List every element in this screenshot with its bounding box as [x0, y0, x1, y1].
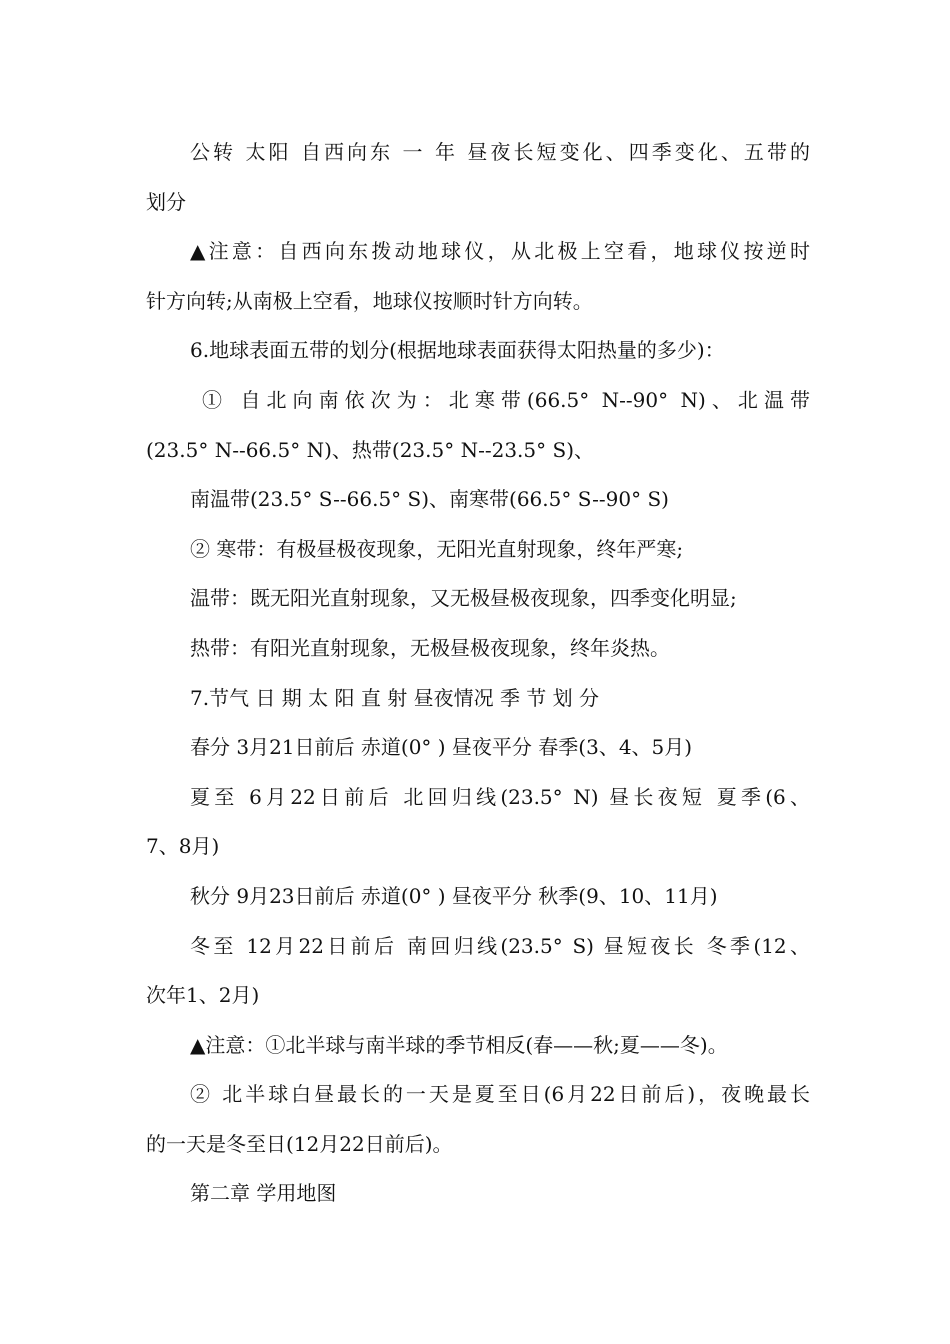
document-body — [146, 132, 810, 1223]
table-row-line: 冬至 12月22日前后 南回归线(23.5° S) 昼短夜长 冬季(12、 — [190, 933, 810, 958]
table-row-line: 7、8月) — [146, 834, 220, 859]
paragraph-line: ① 自北向南依次为：北寒带(66.5° N--90° N)、北温带 — [202, 387, 810, 412]
paragraph-line: 公转 太阳 自西向东 一 年 昼夜长短变化、四季变化、五带的 — [190, 140, 810, 164]
table-row-line: 秋分 9月23日前后 赤道(0° ) 昼夜平分 秋季(9、10、11月) — [190, 883, 718, 908]
paragraph-line: 划分 — [146, 189, 186, 214]
paragraph-line: 热带：有阳光直射现象，无极昼极夜现象，终年炎热。 — [190, 635, 670, 660]
table-row-line: 夏至 6月22日前后 北回归线(23.5° N) 昼长夜短 夏季(6、 — [190, 784, 810, 809]
note-line: 的一天是冬至日(12月22日前后)。 — [146, 1131, 453, 1156]
paragraph-line: 温带：既无阳光直射现象，又无极昼极夜现象，四季变化明显; — [190, 586, 737, 611]
note-line: 针方向转;从南极上空看，地球仪按顺时针方向转。 — [146, 288, 593, 313]
note-line: ▲注意：自西向东拨动地球仪，从北极上空看，地球仪按逆时 — [190, 239, 810, 264]
section-heading: 6.地球表面五带的划分(根据地球表面获得太阳热量的多少)： — [190, 338, 725, 363]
paragraph-line: ② 寒带：有极昼极夜现象，无阳光直射现象，终年严寒; — [190, 536, 684, 561]
table-header-line: 7.节气 日 期 太 阳 直 射 昼夜情况 季 节 划 分 — [190, 685, 600, 710]
paragraph-line: (23.5° N--66.5° N)、热带(23.5° N--23.5° S)、 — [146, 437, 594, 462]
table-row-line: 春分 3月21日前后 赤道(0° ) 昼夜平分 春季(3、4、5月) — [190, 735, 693, 760]
note-line: ② 北半球白昼最长的一天是夏至日(6月22日前后)，夜晚最长 — [190, 1082, 810, 1107]
note-line: ▲注意：①北半球与南半球的季节相反(春——秋;夏——冬)。 — [190, 1032, 728, 1057]
table-row-line: 次年1、2月) — [146, 983, 260, 1008]
chapter-heading: 第二章 学用地图 — [190, 1181, 337, 1206]
paragraph-line: 南温带(23.5° S--66.5° S)、南寒带(66.5° S--90° S) — [190, 487, 669, 512]
